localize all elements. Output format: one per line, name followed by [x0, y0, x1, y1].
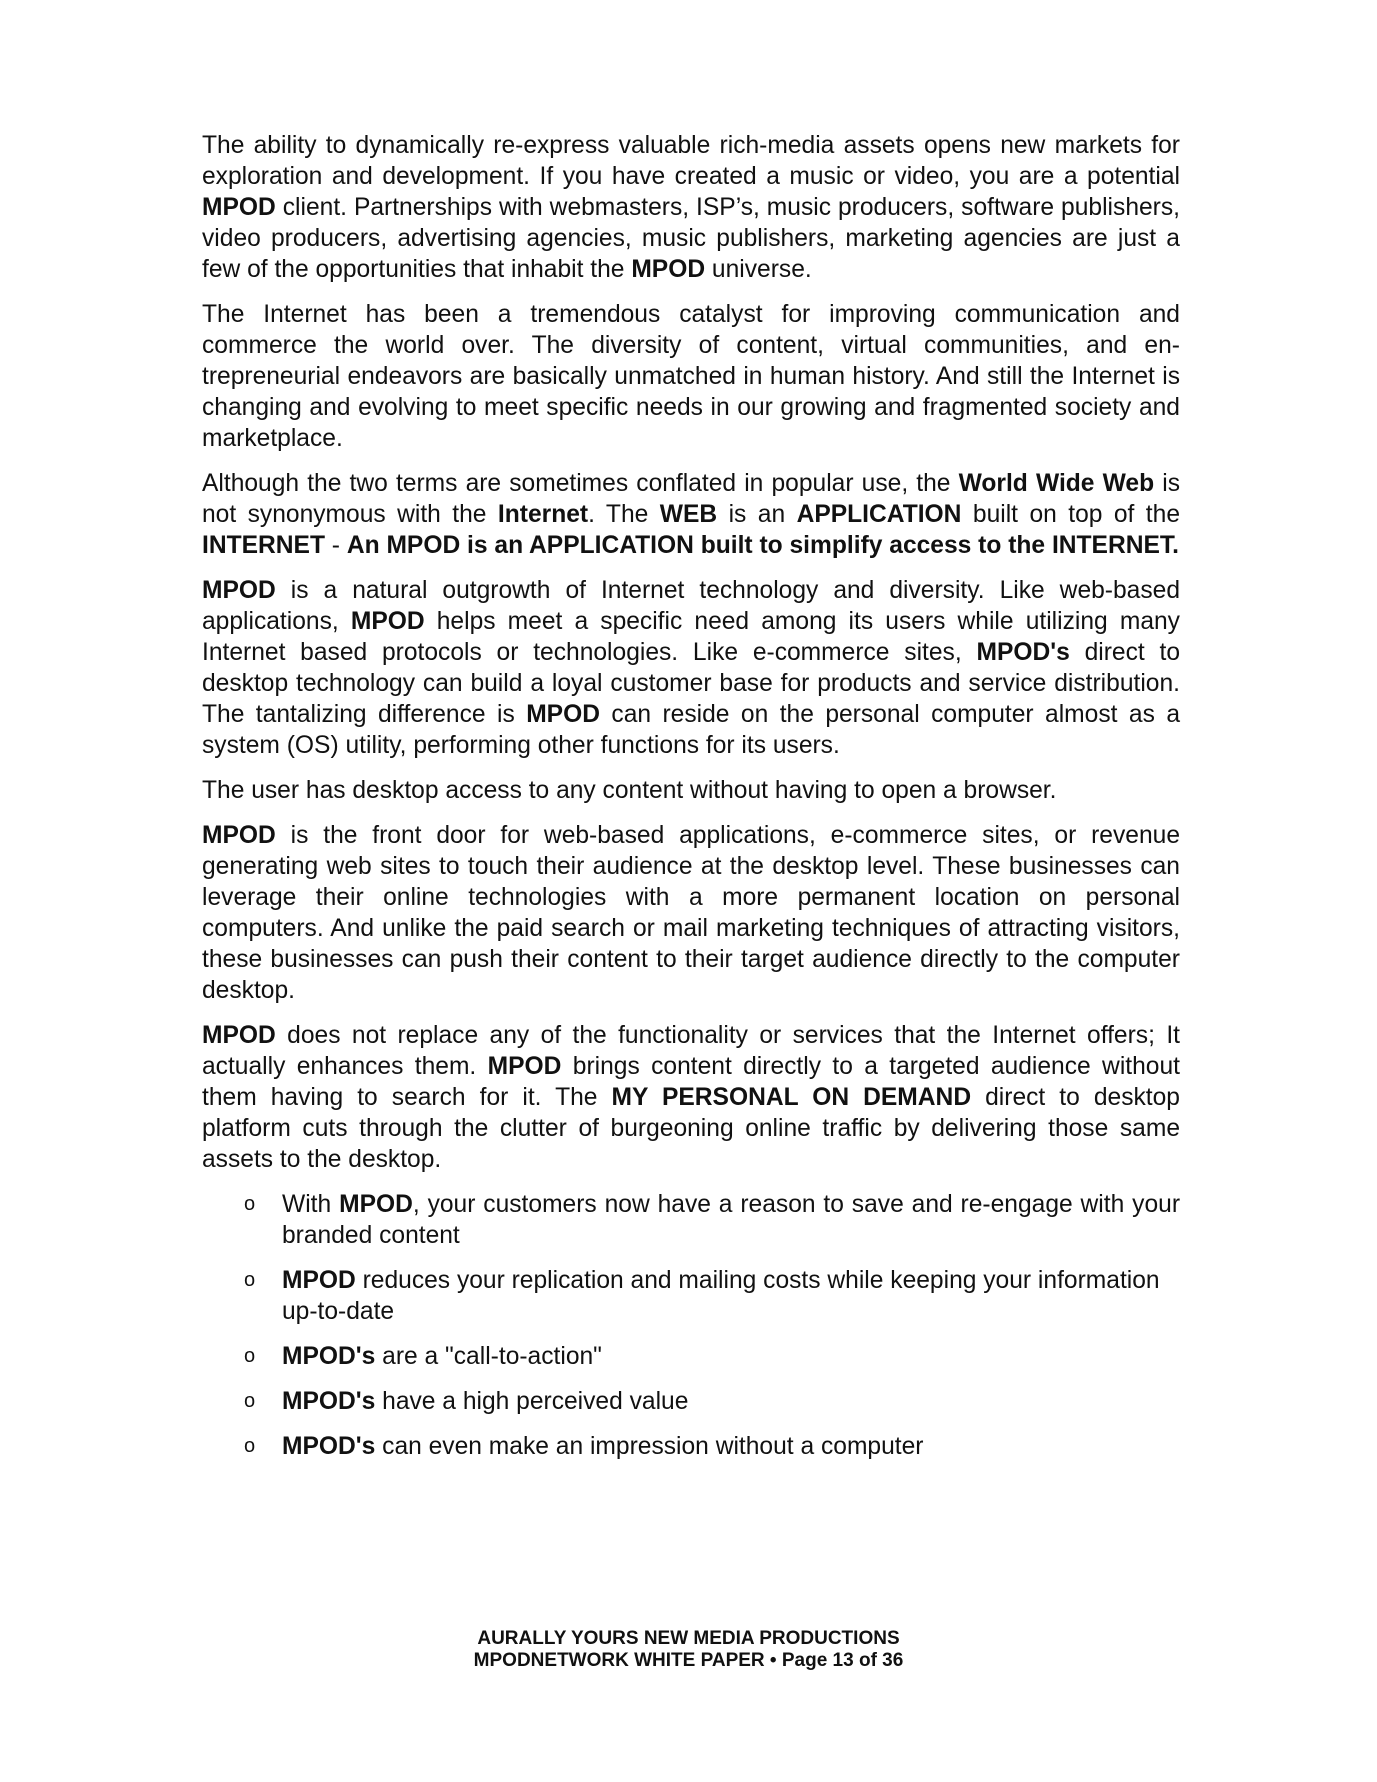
text-run: reduces your replication and mailing costs while keeping your information up-to-date	[282, 1267, 1160, 1325]
paragraph	[202, 775, 1180, 806]
text-run: With	[282, 1191, 340, 1218]
bold-text: MPOD	[202, 194, 276, 221]
document-body	[202, 130, 1180, 1476]
text-run: universe.	[705, 256, 812, 283]
bold-text: MPOD	[202, 822, 276, 849]
text-run: The user has desktop access to any content without having to open a browser.	[202, 777, 1057, 804]
paragraphs	[202, 130, 1180, 1175]
text-run: have a high perceived value	[375, 1388, 689, 1415]
bold-text: MPOD's	[282, 1433, 376, 1460]
bullet-marker-icon: o	[244, 1193, 256, 1215]
bold-text: MPOD	[631, 256, 706, 283]
text-run: client. Partnerships with webmasters, ISP’s, music producers, software publishers, video producers, advertising agencies, music publishers, marketing agencies are just a few of the opportunities that inhabit the	[202, 194, 1180, 283]
bullet-marker-icon: o	[244, 1390, 256, 1412]
text-run: can reside on the personal computer almost as a system (OS) utility, performing other functions for its users.	[202, 701, 1181, 759]
text-run: can even make an impression without a computer	[375, 1433, 924, 1460]
bold-text: MPOD	[282, 1267, 356, 1294]
bullet-marker-icon: o	[244, 1269, 256, 1291]
paragraph	[202, 575, 1180, 761]
list-item	[202, 1431, 1180, 1462]
bold-text: MY PERSONAL ON DEMAND	[611, 1084, 972, 1111]
list-item	[202, 1386, 1180, 1417]
page-footer	[0, 1628, 1377, 1672]
bullet-marker-icon: o	[244, 1435, 256, 1457]
text-run: brings content directly to a targeted audience without them having to search for it. The	[202, 1053, 1180, 1111]
bold-text: MPOD	[526, 701, 600, 728]
paragraph	[202, 820, 1180, 1006]
text-run: is not synonymous with the	[202, 470, 1180, 528]
text-run: direct to desktop platform cuts through the clutter of burgeoning online traffic by delivering those same assets to the desktop.	[202, 1084, 1180, 1173]
text-run: is the front door for web-based applications, e-commerce sites, or revenue generating web sites to touch their audience at the desktop level. These businesses can leverage their online technologies with a more permanent location on personal computers. And unlike the paid search or mail marketing techniques of attracting visitors, these businesses can push their content to their target audience directly to the computer desktop.	[202, 822, 1180, 1004]
text-run: . The	[588, 501, 660, 528]
bold-text: MPOD's	[282, 1343, 376, 1370]
bold-text: MPOD	[202, 1022, 276, 1049]
bold-text: Internet	[497, 501, 589, 528]
text-run: helps meet a specific need among its users while utilizing many Internet based protocols or technologies. Like e-commerce sites,	[202, 608, 1180, 666]
bold-text: World Wide Web	[958, 470, 1155, 497]
text-run: is an	[717, 501, 797, 528]
footer-company: AURALLY YOURS NEW MEDIA PRODUCTIONS	[477, 1628, 900, 1649]
list-item	[202, 1189, 1180, 1251]
paragraph	[202, 299, 1180, 454]
bold-text: INTERNET	[202, 532, 325, 559]
text-run: are a "call-to-action"	[375, 1343, 602, 1370]
text-run: The Internet has been a tremendous catalyst for improving communication and commerce the world over. The diversity of content, virtual communities, and entrepreneurial endeavors are basically unmatched in human history. And still the Internet is changing and evolving to meet specific needs in our growing and fragmented society and marketplace.	[202, 301, 1180, 452]
bold-text: MPOD	[350, 608, 425, 635]
bold-text: WEB	[659, 501, 718, 528]
paragraph	[202, 1020, 1180, 1175]
bold-text: MPOD	[487, 1053, 562, 1080]
bullet-marker-icon: o	[244, 1345, 256, 1367]
text-run: direct to desktop technology can build a loyal customer base for products and service distribution. The tantalizing difference is	[202, 639, 1181, 728]
text-run: is a natural outgrowth of Internet technology and diversity. Like web-based applications,	[202, 577, 1180, 635]
bold-text: MPOD	[339, 1191, 413, 1218]
list-item	[202, 1341, 1180, 1372]
bold-text: APPLICATION	[796, 501, 962, 528]
bold-text: MPOD's	[976, 639, 1070, 666]
list-item	[202, 1265, 1180, 1327]
bullet-list	[202, 1189, 1180, 1462]
text-run: does not replace any of the functionality or services that the Internet offers; It actually enhances them.	[202, 1022, 1180, 1080]
text-run: , your customers now have a reason to save and re-engage with your branded content	[282, 1191, 1181, 1249]
bold-text: An MPOD is an APPLICATION built to simplify access to the INTERNET.	[346, 532, 1180, 559]
bold-text: MPOD's	[282, 1388, 376, 1415]
paragraph	[202, 468, 1180, 561]
footer-page-info: MPODNETWORK WHITE PAPER • Page 13 of 36	[473, 1650, 904, 1671]
paragraph	[202, 130, 1180, 285]
text-run: The ability to dynamically re-express valuable rich-media assets opens new markets for exploration and development. If you have created a music or video, you are a potential	[202, 132, 1180, 190]
bold-text: MPOD	[202, 577, 276, 604]
text-run: Although the two terms are sometimes conflated in popular use, the	[202, 470, 959, 497]
text-run: built on top of the	[961, 501, 1180, 528]
text-run: -	[324, 532, 347, 559]
